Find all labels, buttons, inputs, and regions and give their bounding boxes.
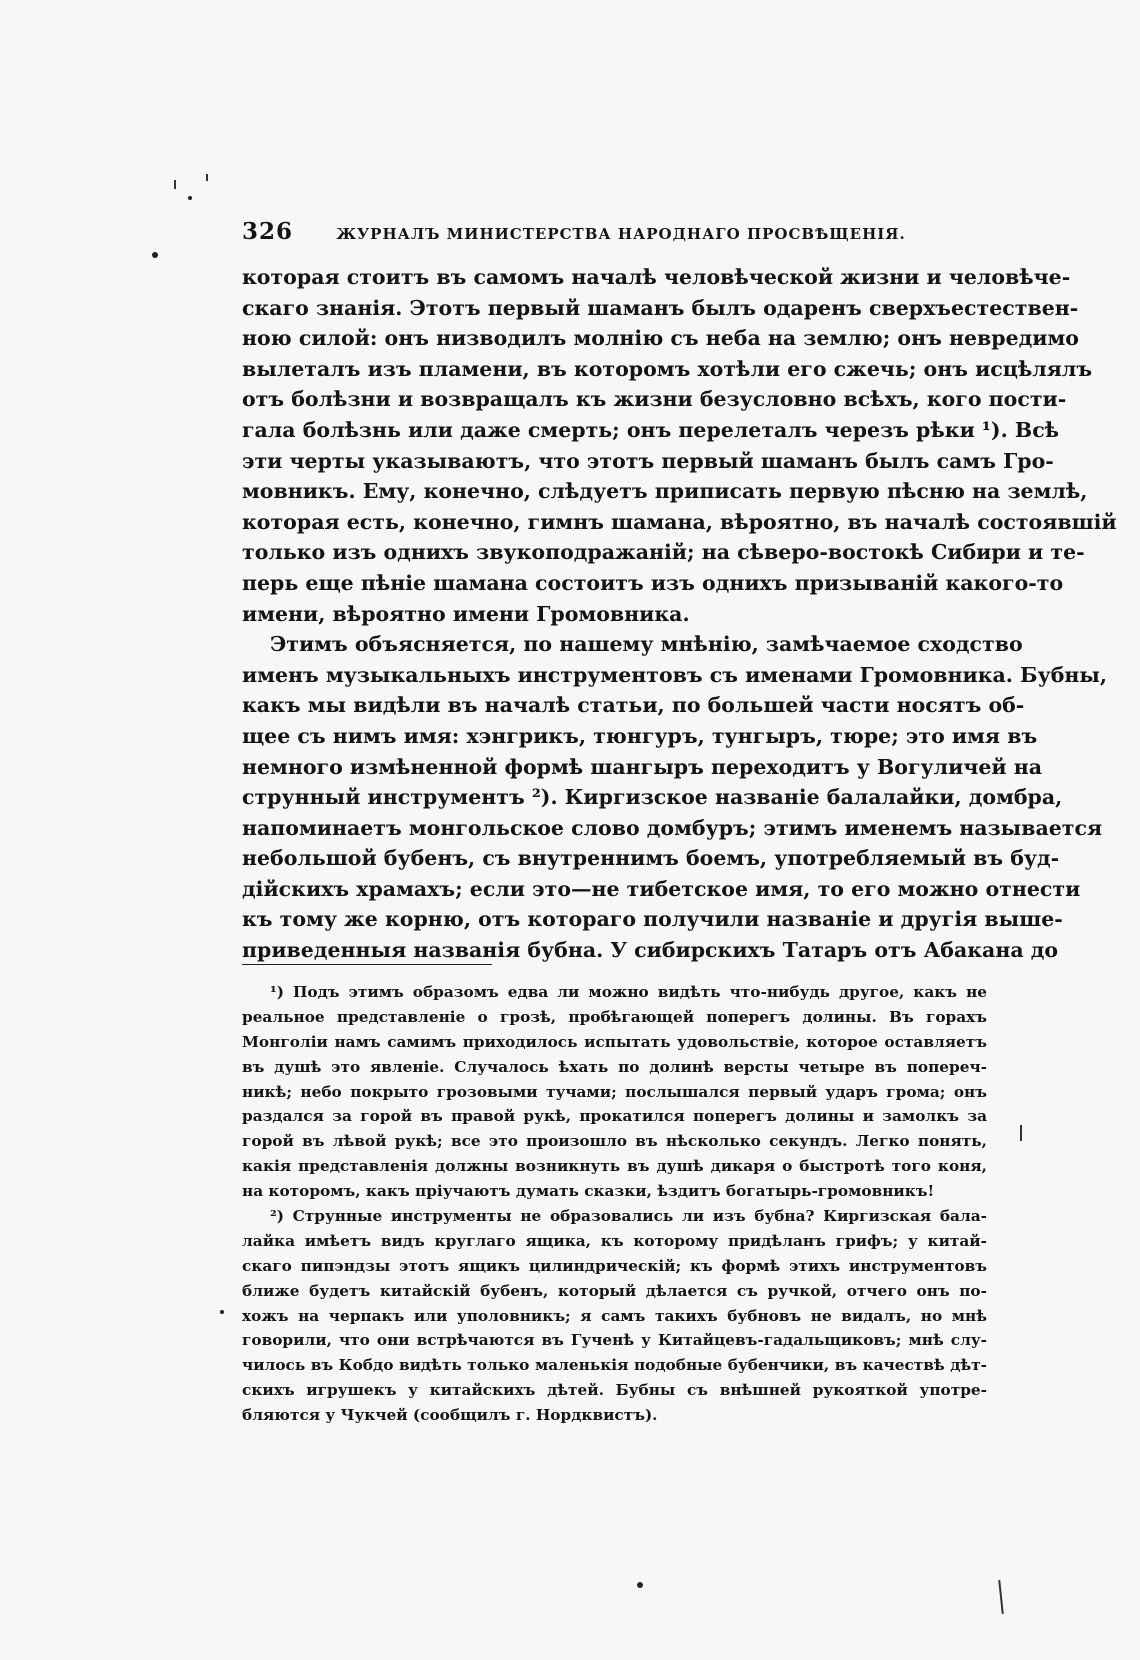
footnote-line: Монголіи намъ самимъ приходилось испытать удовольствіе, которое оставляетъ <box>242 1032 987 1051</box>
text-line: щее съ нимъ имя: хэнгрикъ, тюнгуръ, тунгыръ, тюре; это имя въ <box>242 723 1038 748</box>
footnotes <box>242 980 987 1428</box>
text-line: напоминаетъ монгольское слово домбуръ; этимъ именемъ называется <box>242 815 1103 840</box>
text-line: скаго знанія. Этотъ первый шаманъ былъ одаренъ сверхъестествен- <box>242 295 1079 320</box>
text-line: ною силой: онъ низводилъ молнію съ неба на землю; онъ невредимо <box>242 326 1079 351</box>
footnote-line: чилось въ Кобдо видѣть только маленькія подобные бубенчики, въ качествѣ дѣт- <box>242 1356 987 1375</box>
text-line: имени, вѣроятно имени Громовника. <box>242 601 690 626</box>
text-line: отъ болѣзни и возвращалъ къ жизни безусловно всѣхъ, кого пости- <box>242 387 1067 412</box>
paragraph-1 <box>242 262 1117 629</box>
scan-speck <box>152 252 158 258</box>
text-line: струнный инструментъ ²). Киргизское названіе балалайки, домбра, <box>242 785 1063 810</box>
text-line: именъ музыкальныхъ инструментовъ съ именами Громовника. Бубны, <box>242 662 1108 687</box>
text-line: эти черты указываютъ, что этотъ первый шаманъ былъ самъ Гро- <box>242 448 1054 473</box>
footnote-line: скаго пипэндзы этотъ ящикъ цилиндрическій; къ формѣ этихъ инструментовъ <box>242 1256 987 1275</box>
text-line: немного измѣненной формѣ шангыръ переходитъ у Вогуличей на <box>242 754 1043 779</box>
text-line: небольшой бубенъ, съ внутреннимъ боемъ, употребляемый въ буд- <box>242 846 1060 871</box>
text-line: гала болѣзнь или даже смерть; онъ перелеталъ черезъ рѣки ¹). Всѣ <box>242 417 1060 442</box>
journal-title: ЖУРНАЛЪ МИНИСТЕРСТВА НАРОДНАГО ПРОСВѢЩЕНІЯ. <box>336 225 906 243</box>
scan-mark <box>998 1580 1003 1614</box>
scan-mark <box>1020 1125 1022 1141</box>
scan-mark <box>206 174 208 181</box>
text-line: дійскихъ храмахъ; если это—не тибетское имя, то его можно отнести <box>242 876 1081 901</box>
footnote-line: ближе будетъ китайскій бубенъ, который дѣлается съ ручкой, отчего онъ по- <box>242 1281 987 1300</box>
footnote-line: хожъ на черпакъ или уполовникъ; я самъ такихъ бубновъ не видалъ, но мнѣ <box>242 1306 987 1325</box>
footnote-line: раздался за горой въ правой рукѣ, прокатился поперегъ долины и замолкъ за <box>242 1107 987 1126</box>
body-text <box>242 262 1117 966</box>
footnote-line: въ душѣ это явленіе. Случалось ѣхать по долинѣ версты четыре въ попереч- <box>242 1057 987 1076</box>
footnote-line: говорили, что они встрѣчаются въ Гученѣ у Китайцевъ-гадальщиковъ; мнѣ слу- <box>242 1331 987 1350</box>
footnote-line: ²) Струнные инструменты не образовались ли изъ бубна? Киргизская бала- <box>270 1207 987 1226</box>
text-line: Этимъ объясняется, по нашему мнѣнію, замѣчаемое сходство <box>270 632 1023 657</box>
footnote-line: реальное представленіе о грозѣ, пробѣгающей поперегъ долины. Въ горахъ <box>242 1007 987 1026</box>
footnote-line: на которомъ, какъ пріучаютъ думать сказки, ѣздитъ богатырь-громовникъ! <box>242 1182 935 1201</box>
text-line: къ тому же корню, отъ котораго получили названіе и другія выше- <box>242 907 1063 932</box>
text-line: приведенныя названія бубна. У сибирскихъ Татаръ отъ Абакана до <box>242 938 1059 963</box>
text-line: только изъ однихъ звукоподражаній; на сѣверо-востокѣ Сибири и те- <box>242 540 1085 565</box>
text-line: которая есть, конечно, гимнъ шамана, вѣроятно, въ началѣ состоявшій <box>242 509 1117 534</box>
text-line: какъ мы видѣли въ началѣ статьи, по большей части носятъ об- <box>242 693 1025 718</box>
text-line: перь еще пѣніе шамана состоитъ изъ однихъ призываній какого-то <box>242 570 1064 595</box>
scan-speck <box>637 1582 643 1588</box>
footnote-line: лайка имѣетъ видъ круглаго ящика, къ которому придѣланъ грифъ; у китай- <box>242 1231 987 1250</box>
footnote-line: скихъ игрушекъ у китайскихъ дѣтей. Бубны съ внѣшней рукояткой употре- <box>242 1381 987 1400</box>
footnote-2 <box>242 1204 987 1428</box>
scan-mark <box>174 180 176 189</box>
footnote-1 <box>242 980 987 1204</box>
page-number: 326 <box>242 218 294 245</box>
footnote-line: горой въ лѣвой рукѣ; все это произошло въ нѣсколько секундъ. Легко понять, <box>242 1132 987 1151</box>
text-line: вылеталъ изъ пламени, въ которомъ хотѣли его сжечь; онъ исцѣлялъ <box>242 356 1093 381</box>
footnote-line: какія представленія должны возникнуть въ душѣ дикаря о быстротѣ того коня, <box>242 1157 987 1176</box>
footnote-line: ¹) Подъ этимъ образомъ едва ли можно видѣть что-нибудь другое, какъ не <box>270 983 987 1001</box>
footnote-line: бляются у Чукчей (сообщилъ г. Нордквистъ). <box>242 1406 658 1425</box>
text-line: мовникъ. Ему, конечно, слѣдуетъ приписать первую пѣсню на землѣ, <box>242 479 1088 504</box>
scan-speck <box>220 1310 224 1314</box>
scan-speck <box>188 196 192 200</box>
text-line: которая стоитъ въ самомъ началѣ человѣческой жизни и человѣче- <box>242 265 1071 289</box>
paragraph-2 <box>242 629 1108 966</box>
footnote-rule <box>242 964 492 965</box>
footnote-line: никѣ; небо покрыто грозовыми тучами; послышался первый ударъ грома; онъ <box>242 1082 987 1101</box>
running-head <box>242 218 992 245</box>
